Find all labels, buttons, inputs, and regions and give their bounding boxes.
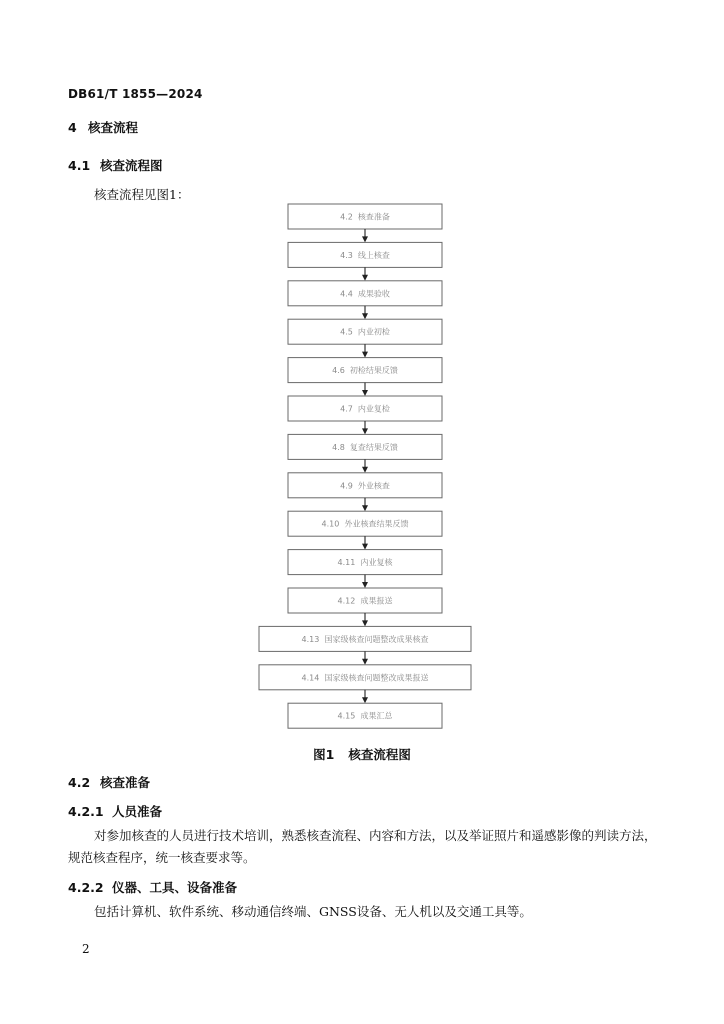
flow-step-label: 4.12 成果报送 <box>337 596 393 606</box>
section-4-2-2-text: 包括计算机、软件系统、移动通信终端、GNSS设备、无人机以及交通工具等。 <box>94 904 532 919</box>
section-title: 人员准备 <box>112 804 163 819</box>
section-number: 4.1 <box>68 158 91 173</box>
section-4-2-2-heading <box>68 878 237 896</box>
flow-arrow-head <box>362 697 368 703</box>
flow-arrow-head <box>362 467 368 473</box>
flow-step-label: 4.6 初检结果反馈 <box>332 366 398 376</box>
flow-step-label: 4.4 成果验收 <box>340 289 390 299</box>
flow-arrow-head <box>362 659 368 665</box>
section-number: 4 <box>68 120 77 135</box>
flow-step-label: 4.13 国家级核查问题整改成果核查 <box>301 634 429 644</box>
flow-step-label: 4.10 外业核查结果反馈 <box>321 519 409 529</box>
flow-step-label: 4.2 核查准备 <box>340 212 390 222</box>
flow-arrow-head <box>362 582 368 588</box>
section-title: 核查准备 <box>100 775 151 790</box>
flow-arrow-head <box>362 544 368 550</box>
flow-arrow-head <box>362 352 368 358</box>
section-4-2-1-text: 对参加核查的人员进行技术培训，熟悉核查流程、内容和方法，以及举证照片和遥感影像的判读方法，规范核查程序，统一核查要求等。 <box>68 828 657 865</box>
section-4-2-1-heading <box>68 802 162 820</box>
flow-arrow-head <box>362 275 368 281</box>
flow-arrow-head <box>362 428 368 434</box>
flow-step-label: 4.3 线上核查 <box>340 250 390 260</box>
section-title: 仪器、工具、设备准备 <box>112 880 238 895</box>
flow-step-label: 4.5 内业初检 <box>340 327 390 337</box>
section-number: 4.2.2 <box>68 880 104 895</box>
flow-arrow-head <box>362 236 368 242</box>
flow-arrow-head <box>362 313 368 319</box>
flow-arrow-head <box>362 390 368 396</box>
flow-arrow-head <box>362 620 368 626</box>
section-title: 核查流程图 <box>100 158 163 173</box>
section-title: 核查流程 <box>88 120 139 135</box>
section-number: 4.2.1 <box>68 804 104 819</box>
flow-step-label: 4.14 国家级核查问题整改成果报送 <box>301 673 429 683</box>
section-number: 4.2 <box>68 775 91 790</box>
figure-caption <box>0 745 724 763</box>
document-code: DB61/T 1855—2024 <box>68 87 203 101</box>
flow-step-label: 4.15 成果汇总 <box>337 711 393 721</box>
figure-title: 核查流程图 <box>348 747 411 762</box>
flow-step-label: 4.9 外业核查 <box>340 481 390 491</box>
flow-step-label: 4.8 复查结果反馈 <box>332 442 398 452</box>
figure-number: 图1 <box>313 747 335 762</box>
section-4-2-heading <box>68 773 150 791</box>
flow-step-label: 4.7 内业复检 <box>340 404 390 414</box>
flow-arrow-head <box>362 505 368 511</box>
flow-step-label: 4.11 内业复核 <box>337 558 393 568</box>
page-number: 2 <box>82 942 90 956</box>
flowchart-intro: 核查流程见图1： <box>94 187 190 202</box>
